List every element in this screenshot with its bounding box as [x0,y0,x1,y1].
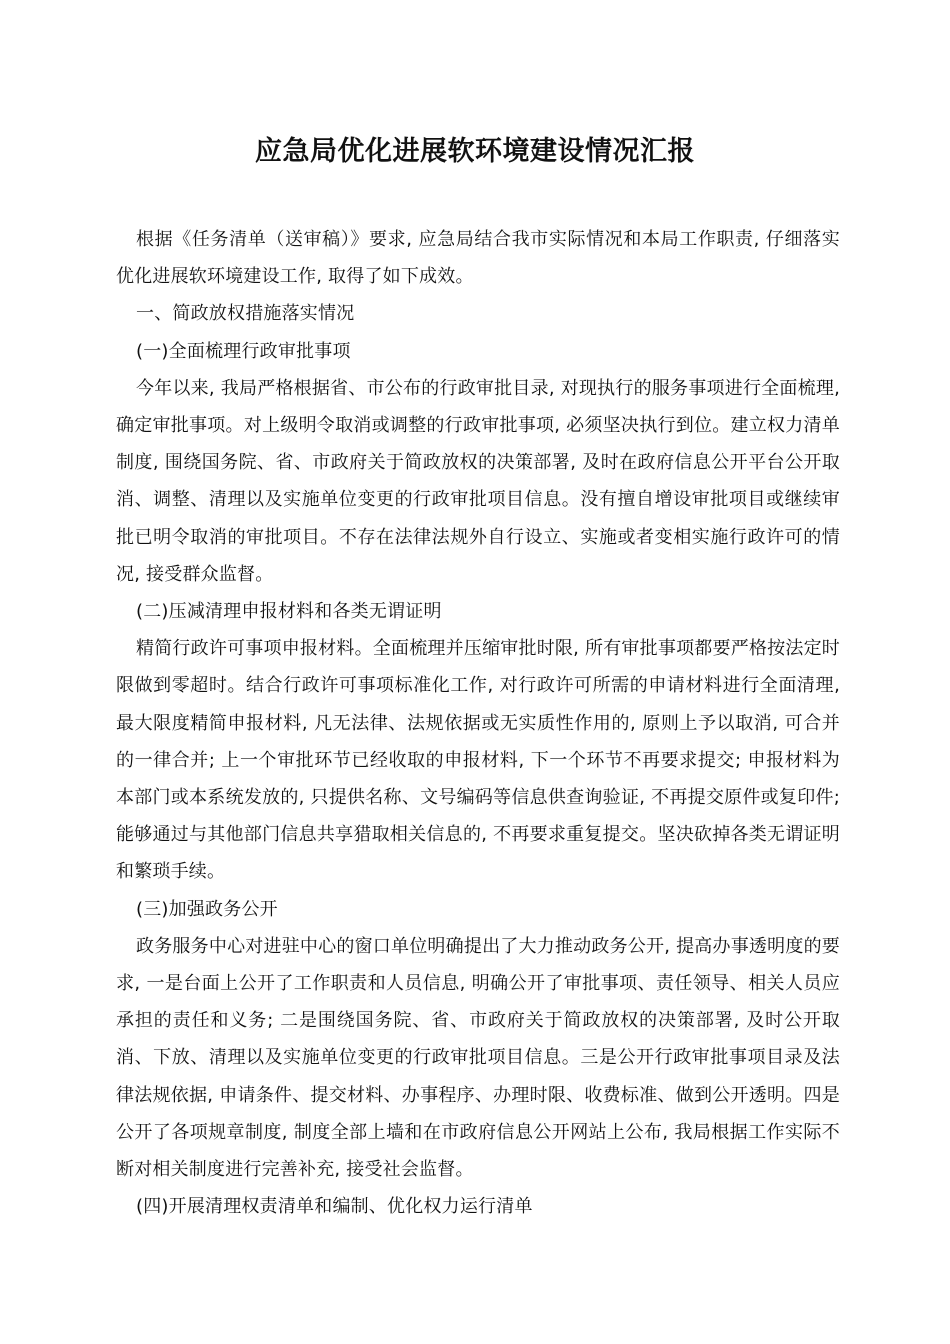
page-title: 应急局优化进展软环境建设情况汇报 [255,136,695,167]
paragraph-materials: 精简行政许可事项申报材料。全面梳理并压缩审批时限, 所有审批事项都要严格按法定时限做到零超时。结合行政许可事项标准化工作, 对行政许可所需的申请材料进行全面清理, 最大限度精简申报材料, 凡无法律、法规依据或无实质性作用的, 原则上予以取消, 可合并的一律合并; 上一个审批环节已经收取的申报材料, 下一个环节不再要求提交; 申报材料为本部门或本系统发放的, 只提供名称、文号编码等信息供查询验证, 不再提交原件或复印件; 能够通过与其他部门信息共享猎取相关信息的, 不再要求重复提交。坚决砍掉各类无谓证明和繁琐手续。 [116,638,846,883]
subsection-heading-1: (一)全面梳理行政审批事项 [136,340,351,362]
paragraph-approval-items: 今年以来, 我局严格根据省、市公布的行政审批目录, 对现执行的服务事项进行全面梳理, 确定审批事项。对上级明令取消或调整的行政审批事项, 必须坚决执行到位。建立权力清单制度, 围绕国务院、省、市政府关于简政放权的决策部署, 及时在政府信息公开平台公开取消、调整、清理以及实施单位变更的行政审批项目信息。没有擅自增设审批项目或继续审批已明令取消的审批项目。不存在法律法规外自行设立、实施或者变相实施行政许可的情况, 接受群众监督。 [116,377,846,585]
section-heading-1: 一、简政放权措施落实情况 [136,303,355,325]
subsection-heading-2: (二)压减清理申报材料和各类无谓证明 [136,601,442,623]
subsection-heading-4: (四)开展清理权责清单和编制、优化权力运行清单 [136,1196,533,1218]
paragraph-government-affairs: 政务服务中心对进驻中心的窗口单位明确提出了大力推动政务公开, 提高办事透明度的要求, 一是台面上公开了工作职责和人员信息, 明确公开了审批事项、责任领导、相关人员应承担的责任和义务; 二是围绕国务院、省、市政府关于简政放权的决策部署, 及时公开取消、下放、清理以及实施单位变更的行政审批项目信息。三是公开行政审批事项目录及法律法规依据, 申请条件、提交材料、办事程序、办理时限、收费标准、做到公开透明。四是公开了各项规章制度, 制度全部上墙和在市政府信息公开网站上公布, 我局根据工作实际不断对相关制度进行完善补充, 接受社会监督。 [116,935,840,1181]
intro-paragraph: 根据《任务清单（送审稿）》要求, 应急局结合我市实际情况和本局工作职责, 仔细落实优化进展软环境建设工作, 取得了如下成效。 [116,229,840,288]
document-body [116,221,846,1225]
subsection-heading-3: (三)加强政务公开 [136,898,278,920]
